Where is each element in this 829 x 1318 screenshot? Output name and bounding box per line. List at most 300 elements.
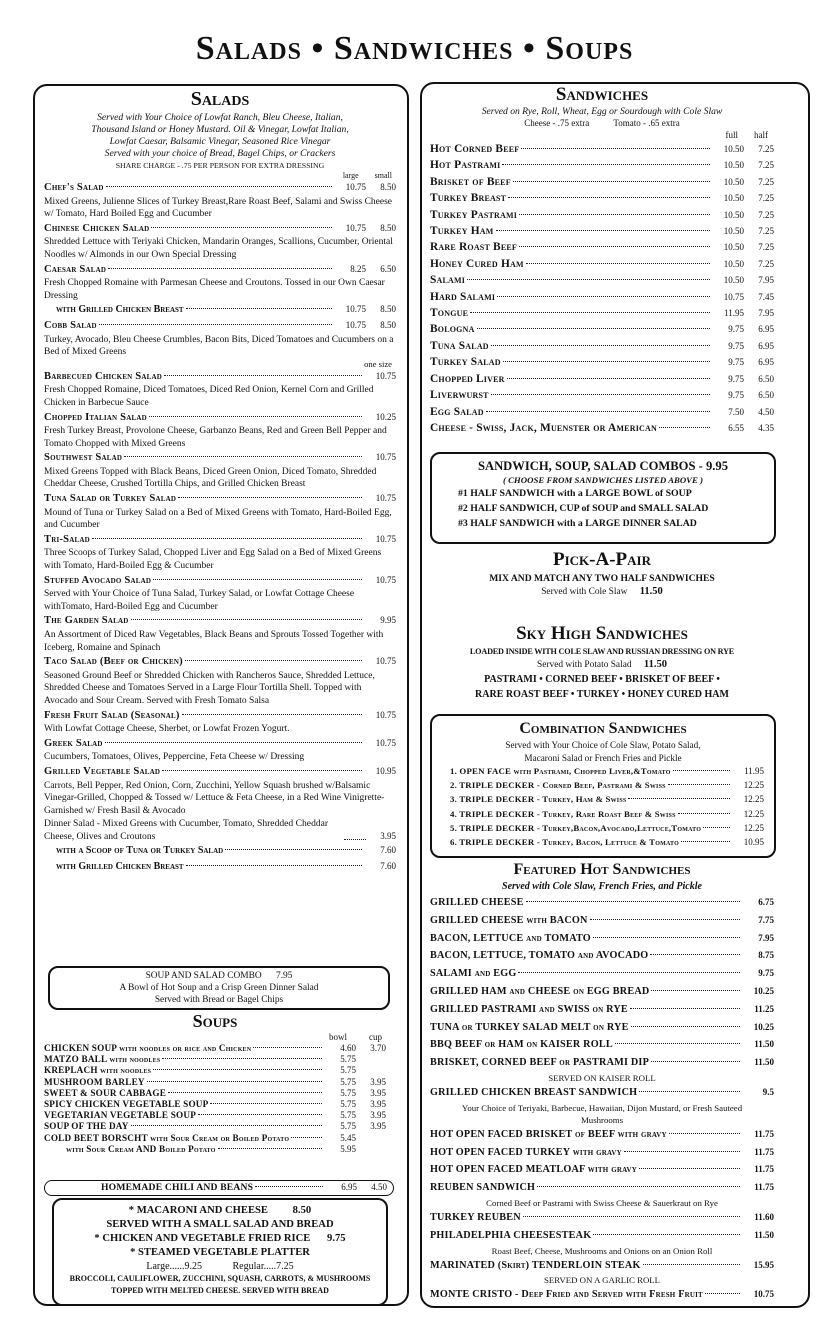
item-price: 7.95 — [758, 932, 774, 943]
leader-dots — [659, 427, 710, 428]
menu-item — [44, 262, 396, 278]
leader-dots — [147, 1081, 322, 1082]
salad-list — [44, 180, 396, 875]
leader-dots — [108, 268, 332, 269]
sky-high-title: Sky High Sandwiches — [516, 623, 688, 644]
item-name: with a Scoop of Tuna or Turkey Salad — [56, 845, 224, 857]
leader-dots — [477, 328, 710, 329]
item-name: Liverwurst — [430, 389, 489, 402]
item-price-small: 7.25 — [758, 160, 774, 171]
menu-item — [430, 239, 774, 255]
item-price-small: 6.95 — [758, 340, 774, 351]
leader-dots — [537, 1186, 740, 1187]
item-price: 10.75 — [723, 291, 744, 302]
leader-dots — [162, 1058, 322, 1059]
menu-item — [44, 736, 396, 752]
featured-section — [430, 860, 774, 1304]
chili-bowl-price: 6.95 — [341, 1182, 357, 1192]
leader-dots — [486, 411, 710, 412]
item-price: 5.45 — [340, 1132, 356, 1143]
col-small: small — [374, 171, 392, 180]
item-price-small: 8.50 — [380, 182, 396, 192]
item-name: HOT OPEN FACED MEATLOAF with gravy — [430, 1164, 637, 1176]
item-description: Carrots, Bell Pepper, Red Onion, Corn, Zucchini, Yellow Squash brushed w/Balsamic Vinegar-Grilled, Chopped & Tossed w/ Lettuce & Feta Cheese, in a Red Wine Vinigrette-Garnished w/ Fresh Basil & Avocado — [44, 780, 385, 816]
item-name: MATZO BALL with noodles — [44, 1054, 161, 1065]
item-name: Tuna Salad — [430, 339, 489, 352]
item-price: 10.75 — [375, 370, 396, 381]
item-note: SERVED ON A GARLIC ROLL — [543, 1275, 661, 1286]
salads-note-line: Served with Your Choice of Lowfat Ranch, Bleu Cheese, Italian, — [97, 112, 343, 123]
menu-item — [44, 613, 396, 629]
mac-cheese: * MACARONI AND CHEESE — [128, 1205, 268, 1216]
item-name: Cobb Salad — [44, 319, 97, 331]
menu-item — [430, 947, 774, 965]
item-price: 11.75 — [754, 1128, 774, 1139]
item-name: VEGETARIAN VEGETABLE SOUP — [44, 1110, 197, 1121]
item-price: 7.60 — [380, 860, 396, 871]
leader-dots — [651, 990, 740, 991]
featured-sub: Served with Cole Slaw, French Fries, and Pickle — [502, 881, 702, 892]
menu-item — [430, 354, 774, 370]
item-price-small: 8.50 — [380, 304, 396, 315]
item-name: Bologna — [430, 323, 475, 336]
menu-item — [44, 654, 396, 670]
item-name: with Grilled Chicken Breast — [56, 860, 184, 872]
pick-a-pair-title: Pick-A-Pair — [553, 549, 651, 570]
menu-item — [430, 141, 774, 157]
leader-dots — [526, 263, 710, 264]
item-name: Chinese Chicken Salad — [44, 222, 150, 234]
item-name: with Sour Cream AND Boiled Potato — [66, 1143, 216, 1154]
item-price-small: 7.25 — [758, 226, 774, 237]
item-price: 12.25 — [743, 794, 764, 805]
item-price: 11.75 — [754, 1146, 774, 1157]
item-name: MARINATED (Skirt) TENDERLOIN STEAK — [430, 1259, 641, 1271]
item-name: MONTE CRISTO - Deep Fried and Served with Fresh Fruit — [430, 1289, 703, 1301]
item-price: 10.50 — [723, 258, 744, 269]
item-price: 9.75 — [758, 968, 774, 979]
menu-item — [44, 369, 396, 385]
item-description: Served with Your Choice of Tuna Salad, Turkey Salad, or Lowfat Cottage Cheese withTomato, Hard-Boiled Egg and Cucumber — [44, 589, 355, 612]
item-price: 3.95 — [380, 831, 396, 842]
tomato-extra: Tomato - .65 extra — [613, 118, 680, 128]
item-price: 10.50 — [723, 275, 744, 286]
item-price: 5.75 — [340, 1076, 356, 1087]
item-description: Three Scoops of Turkey Salad, Chopped Liver and Egg Salad on a Bed of Mixed Greens with Tomato, Hard-Boiled Egg & Cucumber — [44, 548, 382, 572]
menu-item — [450, 792, 764, 806]
item-price: 11.75 — [754, 1164, 774, 1175]
menu-item — [430, 1179, 774, 1197]
item-price: 10.75 — [345, 222, 366, 233]
item-note: SERVED ON KAISER ROLL — [548, 1072, 656, 1083]
menu-item — [44, 1133, 386, 1144]
item-name: SPICY CHICKEN VEGETABLE SOUP — [44, 1099, 209, 1110]
leader-dots — [198, 1114, 322, 1115]
leader-dots — [467, 279, 710, 280]
item-price: 5.75 — [340, 1110, 356, 1121]
menu-item — [44, 1110, 386, 1121]
menu-item — [430, 983, 774, 1001]
item-price: 5.75 — [340, 1099, 356, 1110]
sky-high-l2: Served with Potato Salad — [537, 660, 632, 670]
leader-dots — [491, 345, 710, 346]
item-name: Tongue — [430, 307, 469, 320]
item-price: 10.75 — [375, 574, 396, 585]
ssc-item: #2 HALF SANDWICH, CUP of SOUP and SMALL SALAD — [458, 503, 709, 514]
menu-item — [44, 450, 396, 466]
item-price: 10.25 — [753, 1021, 774, 1032]
item-price-small: 6.50 — [380, 263, 396, 274]
item-name: SWEET & SOUR CABBAGE — [44, 1087, 167, 1098]
item-name: with Grilled Chicken Breast — [56, 304, 184, 316]
item-description: Seasoned Ground Beef or Shredded Chicken with Rancheros Sauce, Shredded Lettuce, Shredded Cheese and Tomatoes Served in a Large Flour Tortilla Shell. Topped with Avocado and Sour Cream. Served with Fresh Tomato Salsa — [44, 670, 375, 706]
menu-item — [44, 221, 396, 237]
item-name: 2. TRIPLE DECKER - Corned Beef, Pastrami & Swiss — [450, 780, 666, 791]
item-price: 11.75 — [754, 1182, 774, 1193]
leader-dots — [669, 1133, 740, 1134]
ssc-item: #3 HALF SANDWICH with a LARGE DINNER SALAD — [458, 518, 697, 529]
item-price: 9.75 — [728, 373, 744, 384]
menu-item — [44, 180, 396, 196]
leader-dots — [526, 901, 740, 902]
leader-dots — [491, 394, 710, 395]
sky-high-price: 11.50 — [643, 659, 667, 670]
leader-dots — [186, 308, 332, 309]
cheese-extra: Cheese - .75 extra — [524, 118, 590, 128]
item-price-small: 6.50 — [758, 373, 774, 384]
page-title: Salads • Sandwiches • Soups — [195, 30, 634, 67]
leader-dots — [639, 1168, 740, 1169]
combo-price: 7.95 — [276, 971, 293, 981]
menu-item — [44, 410, 396, 426]
salads-note-line: Lowfat Caesar, Balsamic Vinegar, Seasoned Rice Vinegar — [109, 136, 331, 147]
item-name: PHILADELPHIA CHEESESTEAK — [430, 1229, 592, 1241]
item-price: 10.50 — [723, 242, 744, 253]
sky-high-l4: RARE ROAST BEEF • TURKEY • HONEY CURED HAM — [475, 689, 729, 700]
menu-item — [430, 1084, 774, 1102]
item-price: 10.50 — [723, 176, 744, 187]
menu-item — [430, 387, 774, 403]
item-name: Hard Salami — [430, 290, 496, 303]
menu-item — [430, 207, 774, 223]
item-price: 10.50 — [723, 226, 744, 237]
leader-dots — [507, 378, 710, 379]
item-description: Cucumbers, Tomatoes, Olives, Peppercine, Feta Cheese w/ Dressing — [44, 752, 305, 763]
item-name: Rare Roast Beef — [430, 241, 517, 254]
menu-item — [430, 1286, 774, 1304]
item-price-small: 7.25 — [758, 258, 774, 269]
leader-dots — [225, 849, 362, 850]
item-price-small: 3.70 — [370, 1043, 386, 1053]
item-price: 10.75 — [345, 319, 366, 330]
item-price: 10.75 — [375, 493, 396, 504]
sandwiches-heading: Sandwiches — [555, 84, 649, 105]
item-price: 10.25 — [375, 411, 396, 422]
item-price: 9.75 — [728, 357, 744, 368]
fried-rice-price: 9.75 — [327, 1233, 346, 1244]
item-price-small: 7.45 — [758, 291, 774, 302]
item-price: 15.95 — [753, 1259, 774, 1270]
item-name: Chopped Italian Salad — [44, 411, 147, 423]
item-price: 9.75 — [728, 390, 744, 401]
leader-dots — [99, 324, 332, 325]
menu-item — [44, 573, 396, 589]
item-price-small: 7.25 — [758, 193, 774, 204]
item-price: 11.95 — [744, 766, 764, 776]
item-price: 10.50 — [723, 193, 744, 204]
item-price: 4.60 — [340, 1043, 356, 1053]
item-price-small: 3.95 — [370, 1121, 386, 1132]
leader-dots — [168, 1092, 322, 1093]
item-name: GRILLED PASTRAMI and SWISS on RYE — [430, 1003, 628, 1015]
item-price-small: 3.95 — [370, 1099, 386, 1110]
item-note: Corned Beef or Pastrami with Swiss Cheese & Sauerkraut on Rye — [486, 1197, 718, 1208]
leader-dots — [497, 296, 710, 297]
item-description: Mound of Tuna or Turkey Salad on a Bed of Mixed Greens with Tomato, Hard-Boiled Egg, and Cucumber — [44, 507, 392, 531]
item-name: HOT OPEN FACED BRISKET of BEEF with gravy — [430, 1128, 667, 1140]
item-name: Tuna Salad or Turkey Salad — [44, 493, 177, 505]
menu-item — [430, 404, 774, 420]
combination-title: Combination Sandwiches — [519, 720, 687, 737]
combo-desc: A Bowl of Hot Soup and a Crisp Green Dinner Salad — [119, 983, 319, 993]
veg-list: BROCCOLI, CAULIFLOWER, ZUCCHINI, SQUASH, CARROTS, & MUSHROOMS — [69, 1274, 371, 1283]
menu-item — [450, 764, 764, 778]
leader-dots — [705, 1293, 740, 1294]
leader-dots — [153, 579, 362, 580]
item-price-small: 4.50 — [758, 406, 774, 417]
item-name: Chopped Liver — [430, 372, 505, 385]
menu-item — [450, 835, 764, 849]
item-name: Barbecued Chicken Salad — [44, 370, 163, 382]
item-name: Chef's Salad — [44, 182, 104, 193]
chili-cup-price: 4.50 — [371, 1182, 387, 1192]
soup-list — [44, 1043, 386, 1155]
menu-item — [430, 1019, 774, 1037]
menu-item — [430, 1161, 774, 1179]
item-price-small: 3.95 — [370, 1076, 386, 1087]
leader-dots — [519, 214, 710, 215]
item-description: Mixed Greens, Julienne Slices of Turkey Breast,Rare Roast Beef, Salami and Swiss Cheese w/ Tomato, Hard Boiled Egg and Cucumber — [44, 196, 393, 220]
leader-dots — [210, 1103, 322, 1104]
item-name: 4. TRIPLE DECKER - Turkey, Rare Roast Beef & Swiss — [450, 808, 676, 819]
item-price-small: 7.25 — [758, 242, 774, 253]
item-price-small: 8.50 — [380, 222, 396, 233]
combination-box — [430, 714, 776, 858]
item-price: 10.75 — [375, 656, 396, 667]
item-description: Mixed Greens Topped with Black Beans, Diced Green Onion, Diced Tomato, Shredded Cheddar Cheese, Crushed Tortilla Chips, and Grilled Chicken Breast — [44, 466, 377, 490]
item-price: 11.25 — [754, 1003, 774, 1014]
leader-dots — [344, 839, 366, 840]
item-price: 12.25 — [743, 780, 764, 791]
item-price-small: 7.25 — [758, 176, 774, 187]
menu-sub-item — [44, 843, 396, 859]
item-name: Hot Corned Beef — [430, 143, 520, 155]
menu-item — [430, 338, 774, 354]
item-name: BBQ BEEF or HAM on KAISER ROLL — [430, 1039, 613, 1051]
menu-item — [430, 930, 774, 948]
item-name: BRISKET, CORNED BEEF or PASTRAMI DIP — [430, 1057, 650, 1069]
fried-rice: * CHICKEN AND VEGETABLE FRIED RICE — [94, 1233, 311, 1244]
item-price-small: 7.95 — [758, 308, 774, 319]
menu-item — [430, 420, 774, 436]
item-name: REUBEN SANDWICH — [430, 1182, 536, 1194]
menu-item — [44, 1099, 386, 1110]
item-price: 10.50 — [723, 209, 744, 220]
item-name: Grilled Vegetable Salad — [44, 765, 161, 777]
item-name: COLD BEET BORSCHT with Sour Cream or Boiled Potato — [44, 1132, 290, 1143]
leader-dots — [164, 375, 362, 376]
soup-salad-combo-box — [48, 966, 390, 1010]
item-price-small: 7.95 — [758, 275, 774, 286]
item-name: Cheese - Swiss, Jack, Muenster or American — [430, 421, 657, 434]
ssc-item: #1 HALF SANDWICH with a LARGE BOWL of SOUP — [458, 488, 692, 499]
salads-heading: Salads — [190, 88, 250, 110]
item-price: 10.50 — [723, 144, 744, 154]
leader-dots — [253, 1047, 322, 1048]
menu-item — [430, 1144, 774, 1162]
item-price: 10.75 — [375, 533, 396, 544]
menu-item — [44, 491, 396, 507]
veg-large: Large......9.25 — [146, 1261, 203, 1272]
leader-dots — [624, 1151, 740, 1152]
mac-cheese-price: 8.50 — [292, 1205, 312, 1216]
item-price-small: 6.50 — [758, 390, 774, 401]
item-price: 9.75 — [728, 340, 744, 351]
pick-a-pair-price: 11.50 — [639, 586, 663, 597]
leader-dots — [590, 919, 740, 920]
combo-title: SOUP AND SALAD COMBO — [145, 971, 262, 981]
sky-high-l3: PASTRAMI • CORNED BEEF • BRISKET OF BEEF • — [484, 674, 720, 685]
item-name: Hot Pastrami — [430, 159, 501, 172]
menu-item — [430, 190, 774, 206]
pick-a-pair-l1: MIX AND MATCH ANY TWO HALF SANDWICHES — [489, 573, 715, 584]
menu-item — [430, 1209, 774, 1227]
menu-item — [44, 1054, 386, 1065]
item-name: Brisket of Beef — [430, 175, 511, 188]
item-name: GRILLED CHEESE — [430, 897, 524, 908]
item-price: 5.95 — [340, 1143, 356, 1154]
featured-list — [430, 894, 774, 1304]
item-name: BACON, LETTUCE and TOMATO — [430, 932, 591, 944]
item-price: 10.75 — [375, 737, 396, 748]
item-price-small: 7.25 — [758, 144, 774, 154]
item-price: 11.95 — [724, 308, 744, 319]
combination-l1: Served with Your Choice of Cole Slaw, Potato Salad, — [505, 740, 701, 750]
leader-dots — [131, 1125, 322, 1126]
item-price: 7.50 — [728, 406, 744, 417]
item-name: Salami — [430, 274, 466, 287]
item-name: Turkey Breast — [430, 192, 507, 205]
menu-item — [430, 1257, 774, 1275]
leader-dots — [630, 1008, 740, 1009]
leader-dots — [105, 742, 362, 743]
ssc-title: SANDWICH, SOUP, SALAD COMBOS - 9.95 — [477, 459, 729, 473]
item-price-small: 4.35 — [758, 422, 774, 433]
menu-item — [44, 532, 396, 548]
leader-dots — [185, 660, 362, 661]
sandwich-list — [430, 141, 774, 436]
leader-dots — [153, 1069, 322, 1070]
menu-item — [44, 817, 396, 843]
item-price: 9.75 — [728, 324, 744, 335]
leader-dots — [651, 1061, 740, 1062]
leader-dots — [178, 497, 362, 498]
item-price: 6.55 — [728, 422, 744, 433]
ssc-sub: ( CHOOSE FROM SANDWICHES LISTED ABOVE ) — [502, 475, 704, 485]
menu-item — [430, 912, 774, 930]
menu-item — [450, 778, 764, 792]
leader-dots — [703, 827, 730, 828]
leader-dots — [149, 416, 362, 417]
combination-list — [432, 764, 774, 849]
menu-item — [430, 1227, 774, 1245]
item-price: 8.25 — [350, 263, 366, 274]
leader-dots — [513, 181, 710, 182]
item-price: 10.95 — [375, 765, 396, 776]
item-name: Egg Salad — [430, 405, 484, 418]
item-price: 10.75 — [375, 452, 396, 463]
leader-dots — [151, 227, 332, 228]
menu-item — [430, 157, 774, 173]
col-full: full — [725, 130, 738, 140]
leader-dots — [106, 186, 332, 187]
col-bowl: bowl — [329, 1032, 347, 1042]
leader-dots — [186, 865, 362, 866]
salads-note-line: Thousand Island or Honey Mustard. Oil & Vinegar, Lowfat Italian, — [91, 124, 349, 135]
menu-item — [430, 321, 774, 337]
item-price: 12.25 — [743, 822, 764, 833]
combo-desc2: Served with Bread or Bagel Chips — [154, 995, 284, 1005]
salads-column — [44, 88, 396, 875]
item-name: MUSHROOM BARLEY — [44, 1076, 145, 1087]
item-price: 11.50 — [754, 1057, 774, 1068]
leader-dots — [639, 1091, 740, 1092]
item-price: 10.75 — [753, 1289, 774, 1300]
col-half: half — [754, 130, 768, 140]
leader-dots — [523, 1216, 740, 1217]
item-name: Turkey Pastrami — [430, 208, 518, 221]
item-name: The Garden Salad — [44, 615, 129, 627]
item-name: Stuffed Avocado Salad — [44, 574, 152, 586]
leader-dots — [291, 1137, 322, 1138]
soups-heading: Soups — [192, 1011, 238, 1031]
item-price: 8.75 — [758, 950, 774, 961]
item-name: GRILLED CHEESE with BACON — [430, 914, 588, 926]
item-price: 5.75 — [340, 1065, 356, 1076]
menu-item — [44, 318, 396, 334]
item-note: Roast Beef, Cheese, Mushrooms and Onions on an Onion Roll — [491, 1245, 713, 1256]
menu-item — [44, 764, 396, 780]
item-name: 6. TRIPLE DECKER - Turkey, Bacon, Lettuce & Tomato — [450, 837, 680, 848]
item-price: 6.75 — [758, 897, 774, 907]
menu-item — [44, 1065, 386, 1076]
leader-dots — [182, 714, 362, 715]
item-name: SOUP OF THE DAY — [44, 1121, 129, 1132]
menu-item — [430, 1054, 774, 1072]
menu-item — [430, 1036, 774, 1054]
item-price-small: 3.95 — [370, 1087, 386, 1098]
item-price: 11.50 — [754, 1229, 774, 1240]
sandwiches-note: Served on Rye, Roll, Wheat, Egg or Sourdough with Cole Slaw — [481, 106, 723, 117]
featured-title: Featured Hot Sandwiches — [513, 861, 691, 878]
leader-dots — [643, 1264, 740, 1265]
item-price: 11.60 — [754, 1211, 774, 1222]
leader-dots — [218, 1148, 322, 1149]
sky-high-l1: LOADED INSIDE WITH COLE SLAW AND RUSSIAN DRESSING ON RYE — [469, 647, 735, 656]
leader-dots — [673, 770, 730, 771]
leader-dots — [131, 619, 362, 620]
veg-topped: TOPPED WITH MELTED CHEESE. SERVED WITH BREAD — [111, 1286, 329, 1295]
